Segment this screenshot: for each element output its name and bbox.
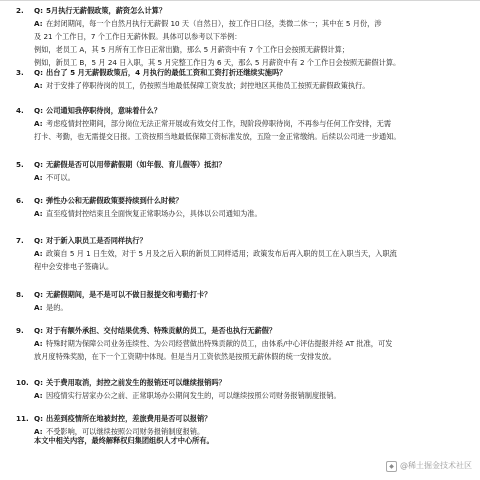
answer-text: 在封闭期间，每一个自然月执行无薪假 10 天（自然日），按工作日口径，类微二休一；其中在 5 月份，涉 — [46, 19, 382, 28]
answer-continuation-row — [0, 350, 480, 363]
answer-label: A: — [34, 173, 43, 182]
juejin-logo-icon: ◆ — [386, 461, 397, 472]
question-text: 无薪假期间，是不是可以不做日报提交和考勤打卡？ — [46, 290, 212, 299]
question-text: 5月执行无薪假政策，薪资怎么计算？ — [46, 6, 167, 15]
answer-label: A: — [34, 209, 43, 218]
answer-text: 打卡、考勤，也无需提交日报。工资按照当地最低保障工资标准发放，五险一金正常缴纳。后续以公司进一步通知。 — [34, 132, 401, 141]
answer-row — [0, 79, 480, 92]
question-row — [0, 158, 480, 171]
question-text: 出台了 5 月无薪假政策后，4 月执行的最低工资和工资打折还继续实施吗？ — [46, 68, 287, 77]
question-label: Q: — [34, 68, 43, 77]
answer-text: 不受影响，可以继续按照公司财务报销制度报销。 — [46, 427, 205, 436]
question-label: Q: — [34, 290, 43, 299]
answer-row — [0, 117, 480, 130]
answer-continuation-row — [0, 43, 480, 56]
answer-text: 因疫情实行居家办公之前、正常职场办公期间发生的，可以继续按照公司财务报销制度报销。 — [46, 391, 341, 400]
question-text: 对于有额外承担、交付结果优秀、特殊贡献的员工，是否也执行无薪假？ — [46, 326, 277, 335]
item-number: 4. — [16, 106, 24, 115]
question-row — [0, 288, 480, 301]
answer-label: A: — [34, 249, 43, 258]
answer-text: 程中会安排电子签确认。 — [34, 262, 114, 271]
answer-label: A: — [34, 119, 43, 128]
question-text: 公司通知我停职待岗，意味着什么？ — [46, 106, 162, 115]
faq-item — [0, 376, 480, 402]
answer-row — [0, 207, 480, 220]
question-row — [0, 104, 480, 117]
answer-text: 考虑疫情封控期间，部分岗位无法正常开展或有效交付工作，现阶段停职待岗，不再参与任何工作安排，无需 — [46, 119, 392, 128]
question-label: Q: — [34, 106, 43, 115]
answer-label: A: — [34, 303, 43, 312]
question-label: Q: — [34, 326, 43, 335]
faq-item — [0, 104, 480, 143]
item-number: 2. — [16, 6, 24, 15]
question-text: 无薪假是否可以用带薪假期（如年假、育儿假等）抵扣？ — [46, 160, 226, 169]
item-number: 7. — [16, 236, 24, 245]
answer-row — [0, 389, 480, 402]
question-row — [0, 194, 480, 207]
answer-label: A: — [34, 427, 43, 436]
faq-item — [0, 66, 480, 92]
question-text: 弹性办公和无薪假政策要持续到什么时候？ — [46, 196, 183, 205]
question-label: Q: — [34, 414, 43, 423]
question-text: 对于新入职员工是否同样执行？ — [46, 236, 147, 245]
question-label: Q: — [34, 378, 43, 387]
faq-item — [0, 288, 480, 314]
answer-text: 例如，新员工 B，5 月 24 日入职，其 5 月完整工作日为 6 天，那么 5 月薪资中有 2 个工作日会按照无薪假计算。 — [34, 58, 401, 67]
answer-continuation-row — [0, 30, 480, 43]
answer-continuation-row — [0, 130, 480, 143]
answer-text: 是的。 — [46, 303, 68, 312]
answer-label: A: — [34, 81, 43, 90]
question-text: 关于费用取消，封控之前发生的报销还可以继续报销吗？ — [46, 378, 226, 387]
question-label: Q: — [34, 6, 43, 15]
answer-text: 放月度特殊奖励，在下一个工资期中体现。但是当月工资依然是按照无薪休假的统一安排发放。 — [34, 352, 336, 361]
answer-text: 不可以。 — [46, 173, 75, 182]
question-row — [0, 324, 480, 337]
answer-row — [0, 247, 480, 260]
item-number: 10. — [16, 378, 29, 387]
answer-label: A: — [34, 391, 43, 400]
question-row — [0, 376, 480, 389]
question-row — [0, 66, 480, 79]
question-row — [0, 412, 480, 425]
faq-item — [0, 194, 480, 220]
answer-label: A: — [34, 339, 43, 348]
item-number: 5. — [16, 160, 24, 169]
footer-note: 本文中相关内容，最终解释权归集团组织人才中心所有。 — [34, 436, 214, 445]
answer-row — [0, 337, 480, 350]
answer-text: 直至疫情封控结束且全面恢复正常职场办公，具体以公司通知为准。 — [46, 209, 262, 218]
question-label: Q: — [34, 196, 43, 205]
answer-label: A: — [34, 19, 43, 28]
faq-item — [0, 324, 480, 363]
watermark-text: @稀土掘金技术社区 — [400, 461, 472, 470]
answer-row — [0, 17, 480, 30]
question-text: 出差到疫情所在地被封控，差旅费用是否可以报销？ — [46, 414, 212, 423]
answer-continuation-row — [0, 260, 480, 273]
question-row — [0, 4, 480, 17]
item-number: 3. — [16, 68, 24, 77]
answer-row — [0, 171, 480, 184]
answer-text: 政策自 5 月 1 日生效，对于 5 月及之后入职的新员工同样适用；政策发布后再入职的员工在入职当天，入职流 — [46, 249, 397, 258]
question-row — [0, 234, 480, 247]
faq-item — [0, 158, 480, 184]
answer-text: 例如，老员工 A，其 5 月所有工作日正常出勤，那么 5 月薪资中有 7 个工作日会按照无薪假计算； — [34, 45, 349, 54]
watermark — [386, 460, 472, 472]
top-divider — [0, 0, 480, 1]
item-number: 8. — [16, 290, 24, 299]
answer-text: 特殊时期为保障公司业务连续性、为公司经营做出特殊贡献的员工，由体系/中心评估提报并经 AT 批准，可发 — [46, 339, 393, 348]
faq-item — [0, 234, 480, 273]
item-number: 9. — [16, 326, 24, 335]
faq-item — [0, 4, 480, 69]
item-number: 6. — [16, 196, 24, 205]
question-label: Q: — [34, 236, 43, 245]
item-number: 11. — [16, 414, 29, 423]
question-label: Q: — [34, 160, 43, 169]
answer-text: 对于安排了停职待岗的员工，仍按照当地最低保障工资发放；封控地区其他员工按照无薪假政策执行。 — [46, 81, 370, 90]
answer-text: 及 21 个工作日，7 个工作日无薪休假。具体可以参考以下举例： — [34, 32, 242, 41]
answer-row — [0, 301, 480, 314]
